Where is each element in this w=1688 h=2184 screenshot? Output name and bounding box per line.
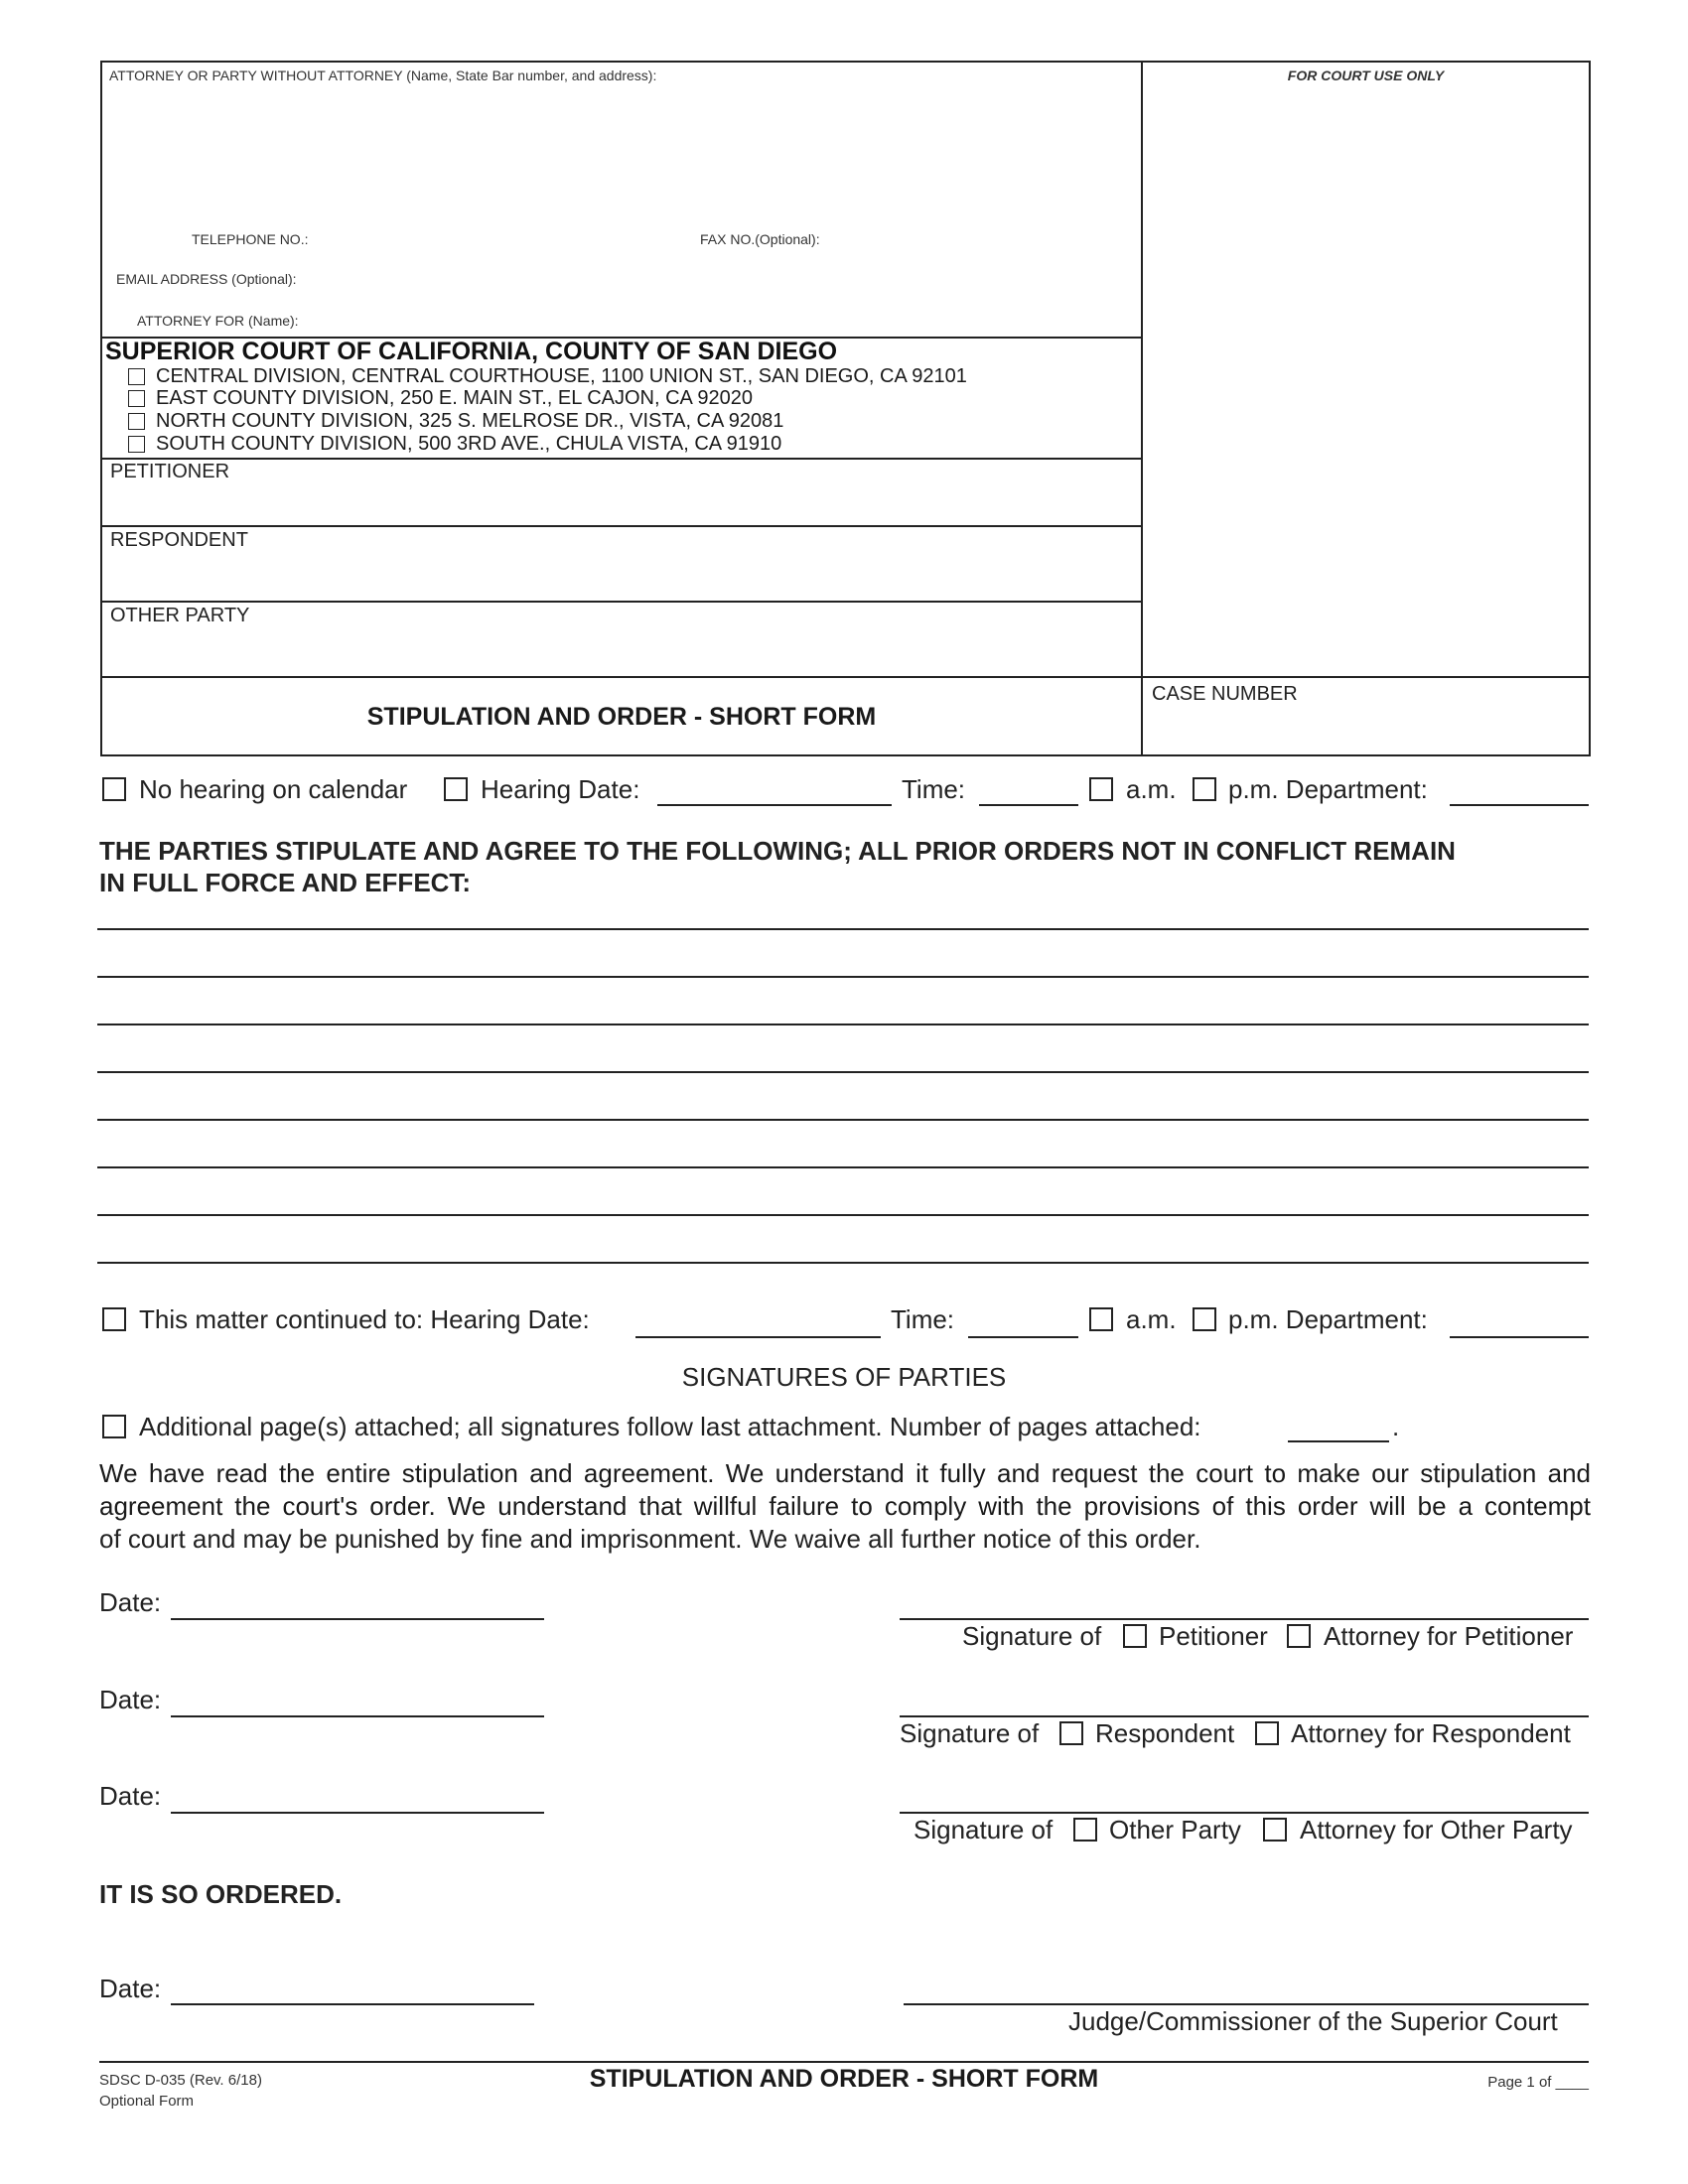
stipulation-line-8[interactable] bbox=[97, 1262, 1589, 1264]
signature-of-label-1: Signature of bbox=[962, 1621, 1102, 1651]
order-date-label: Date: bbox=[99, 1974, 162, 2003]
division-north-label: NORTH COUNTY DIVISION, 325 S. MELROSE DR., VISTA, CA 92081 bbox=[156, 410, 784, 432]
no-hearing-checkbox[interactable] bbox=[102, 777, 126, 801]
signature-of-label-3: Signature of bbox=[914, 1815, 1054, 1844]
respondent-checkbox[interactable] bbox=[1059, 1721, 1083, 1745]
petitioner-sig-label: Petitioner bbox=[1159, 1621, 1268, 1651]
additional-pages-checkbox[interactable] bbox=[102, 1415, 126, 1438]
continued-time-field[interactable] bbox=[968, 1336, 1078, 1338]
stipulation-line-2[interactable] bbox=[97, 976, 1589, 978]
hearing-date-checkbox[interactable] bbox=[444, 777, 468, 801]
email-label[interactable]: EMAIL ADDRESS (Optional): bbox=[116, 271, 297, 287]
caption-divider bbox=[1141, 61, 1143, 756]
case-number-label[interactable]: CASE NUMBER bbox=[1152, 683, 1298, 705]
attorney-label: ATTORNEY OR PARTY WITHOUT ATTORNEY (Name, State Bar number, and address): bbox=[109, 68, 657, 83]
attorney-for-label[interactable]: ATTORNEY FOR (Name): bbox=[137, 313, 299, 329]
respondent-label[interactable]: RESPONDENT bbox=[110, 529, 248, 551]
attorney-other-label: Attorney for Other Party bbox=[1300, 1815, 1573, 1844]
court-title: SUPERIOR COURT OF CALIFORNIA, COUNTY OF SAN DIEGO bbox=[105, 338, 838, 365]
footer-title: STIPULATION AND ORDER - SHORT FORM bbox=[589, 2065, 1099, 2093]
continued-department-field[interactable] bbox=[1450, 1336, 1589, 1338]
signatures-heading: SIGNATURES OF PARTIES bbox=[681, 1362, 1007, 1392]
signature-line-3[interactable] bbox=[900, 1812, 1589, 1814]
pm-checkbox[interactable] bbox=[1193, 777, 1216, 801]
no-hearing-label: No hearing on calendar bbox=[139, 774, 408, 804]
date-label-3: Date: bbox=[99, 1781, 162, 1811]
continued-label: This matter continued to: Hearing Date: bbox=[139, 1304, 590, 1334]
division-east-checkbox[interactable] bbox=[128, 390, 145, 407]
pages-attached-period: . bbox=[1392, 1412, 1400, 1441]
division-north-checkbox[interactable] bbox=[128, 413, 145, 430]
title-top-rule bbox=[100, 676, 1591, 678]
order-date-field[interactable] bbox=[171, 2003, 534, 2005]
am-checkbox[interactable] bbox=[1089, 777, 1113, 801]
hearing-date-field[interactable] bbox=[657, 804, 892, 806]
stipulation-line-1[interactable] bbox=[97, 928, 1589, 930]
time-field[interactable] bbox=[979, 804, 1078, 806]
telephone-label[interactable]: TELEPHONE NO.: bbox=[192, 231, 309, 247]
attorney-respondent-checkbox[interactable] bbox=[1255, 1721, 1279, 1745]
form-title: STIPULATION AND ORDER - SHORT FORM bbox=[366, 703, 877, 731]
petitioner-checkbox[interactable] bbox=[1123, 1624, 1147, 1648]
pages-attached-field[interactable] bbox=[1288, 1440, 1389, 1442]
statement-line-2: agreement the court's order. We understand that willful failure to comply with the provisions of this order will be a contempt bbox=[99, 1491, 1591, 1521]
respondent-sig-label: Respondent bbox=[1095, 1718, 1235, 1748]
department-field[interactable] bbox=[1450, 804, 1589, 806]
respondent-top-rule bbox=[100, 525, 1141, 527]
court-use-label: FOR COURT USE ONLY bbox=[1287, 68, 1445, 83]
signature-line-2[interactable] bbox=[900, 1715, 1589, 1717]
petitioner-top-rule bbox=[100, 458, 1141, 460]
continued-pm-checkbox[interactable] bbox=[1193, 1307, 1216, 1331]
division-east-label: EAST COUNTY DIVISION, 250 E. MAIN ST., EL CAJON, CA 92020 bbox=[156, 387, 753, 409]
continued-am-checkbox[interactable] bbox=[1089, 1307, 1113, 1331]
footer-rule bbox=[99, 2061, 1589, 2063]
footer-page: Page 1 of ____ bbox=[1487, 2074, 1589, 2091]
petitioner-label[interactable]: PETITIONER bbox=[110, 461, 230, 482]
continued-time-label: Time: bbox=[891, 1304, 955, 1334]
date-field-3[interactable] bbox=[171, 1812, 544, 1814]
stipulation-line-6[interactable] bbox=[97, 1166, 1589, 1168]
additional-pages-label: Additional page(s) attached; all signatures follow last attachment. Number of pages attached: bbox=[139, 1412, 1201, 1441]
footer-form-no: SDSC D-035 (Rev. 6/18) bbox=[99, 2072, 262, 2089]
attorney-other-checkbox[interactable] bbox=[1263, 1818, 1287, 1842]
other-party-top-rule bbox=[100, 601, 1141, 603]
judge-signature-line[interactable] bbox=[904, 2003, 1589, 2005]
date-field-2[interactable] bbox=[171, 1715, 544, 1717]
stipulation-line-7[interactable] bbox=[97, 1214, 1589, 1216]
statement-line-1: We have read the entire stipulation and agreement. We understand it fully and request the court to make our stipulation and bbox=[99, 1458, 1591, 1488]
division-central-label: CENTRAL DIVISION, CENTRAL COURTHOUSE, 1100 UNION ST., SAN DIEGO, CA 92101 bbox=[156, 365, 967, 387]
attorney-petitioner-checkbox[interactable] bbox=[1287, 1624, 1311, 1648]
division-south-label: SOUTH COUNTY DIVISION, 500 3RD AVE., CHULA VISTA, CA 91910 bbox=[156, 433, 782, 455]
continued-date-field[interactable] bbox=[635, 1336, 881, 1338]
continued-pm-department-label: p.m. Department: bbox=[1228, 1304, 1428, 1334]
stipulate-heading-line1: THE PARTIES STIPULATE AND AGREE TO THE FOLLOWING; ALL PRIOR ORDERS NOT IN CONFLICT REMAIN bbox=[99, 836, 1456, 866]
so-ordered: IT IS SO ORDERED. bbox=[99, 1879, 343, 1909]
attorney-petitioner-label: Attorney for Petitioner bbox=[1324, 1621, 1574, 1651]
other-party-label[interactable]: OTHER PARTY bbox=[110, 605, 250, 626]
continued-checkbox[interactable] bbox=[102, 1307, 126, 1331]
stipulation-line-4[interactable] bbox=[97, 1071, 1589, 1073]
hearing-date-label: Hearing Date: bbox=[481, 774, 640, 804]
stipulate-heading-line2: IN FULL FORCE AND EFFECT: bbox=[99, 868, 472, 897]
signature-line-1[interactable] bbox=[900, 1618, 1589, 1620]
statement-line-3: of court and may be punished by fine and imprisonment. We waive all further notice of this order. bbox=[99, 1524, 1201, 1554]
time-label: Time: bbox=[902, 774, 966, 804]
stipulation-line-5[interactable] bbox=[97, 1119, 1589, 1121]
stipulation-line-3[interactable] bbox=[97, 1024, 1589, 1025]
pm-department-label: p.m. Department: bbox=[1228, 774, 1428, 804]
date-label-2: Date: bbox=[99, 1685, 162, 1714]
division-central-checkbox[interactable] bbox=[128, 368, 145, 385]
am-label: a.m. bbox=[1126, 774, 1177, 804]
signature-of-label-2: Signature of bbox=[900, 1718, 1040, 1748]
judge-label: Judge/Commissioner of the Superior Court bbox=[1068, 2006, 1558, 2036]
division-south-checkbox[interactable] bbox=[128, 436, 145, 453]
date-field-1[interactable] bbox=[171, 1618, 544, 1620]
other-party-checkbox[interactable] bbox=[1073, 1818, 1097, 1842]
other-party-sig-label: Other Party bbox=[1109, 1815, 1241, 1844]
footer-optional: Optional Form bbox=[99, 2093, 195, 2110]
fax-label[interactable]: FAX NO.(Optional): bbox=[700, 231, 820, 247]
attorney-respondent-label: Attorney for Respondent bbox=[1291, 1718, 1571, 1748]
date-label-1: Date: bbox=[99, 1587, 162, 1617]
continued-am-label: a.m. bbox=[1126, 1304, 1177, 1334]
